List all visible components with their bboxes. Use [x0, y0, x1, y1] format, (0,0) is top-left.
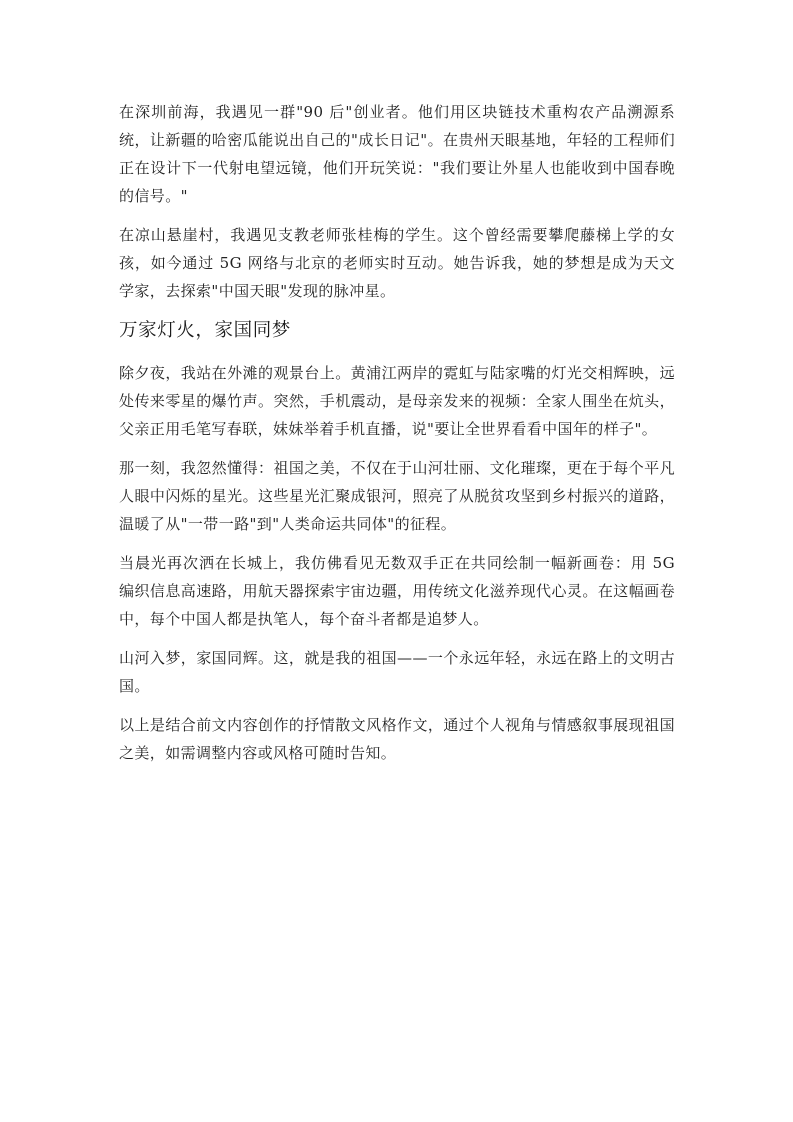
paragraph-new-year-eve: 除夕夜，我站在外滩的观景台上。黄浦江两岸的霓虹与陆家嘴的灯光交相辉映，远处传来零星的爆竹声。突然，手机震动，是母亲发来的视频：全家人围坐在炕头，父亲正用毛笔写春联，妹妹举着手机直播，说"要让全世界看看中国年的样子"。 — [119, 364, 675, 438]
paragraph-great-wall: 当晨光再次洒在长城上，我仿佛看见无数双手正在共同绘制一幅新画卷：用 5G 编织信息高速路，用航天器探索宇宙边疆，用传统文化滋养现代心灵。在这幅画卷中，每个中国人都是执笔人，每个奋斗者都是追梦人。 — [119, 554, 675, 628]
section-heading: 万家灯火，家国同梦 — [119, 320, 291, 341]
paragraph-realization: 那一刻，我忽然懂得：祖国之美，不仅在于山河壮丽、文化璀璨，更在于每个平凡人眼中闪烁的星光。这些星光汇聚成银河，照亮了从脱贫攻坚到乡村振兴的道路，温暖了从"一带一路"到"人类命运共同体"的征程。 — [119, 459, 675, 533]
paragraph-shenzhen-guizhou: 在深圳前海，我遇见一群"90 后"创业者。他们用区块链技术重构农产品溯源系统，让新疆的哈密瓜能说出自己的"成长日记"。在贵州天眼基地，年轻的工程师们正在设计下一代射电望远镜，他们开玩笑说："我们要让外星人也能收到中国春晚的信号。" — [119, 103, 675, 205]
paragraph-conclusion: 山河入梦，家国同辉。这，就是我的祖国——一个永远年轻，永远在路上的文明古国。 — [119, 649, 675, 695]
paragraph-note: 以上是结合前文内容创作的抒情散文风格作文，通过个人视角与情感叙事展现祖国之美，如需调整内容或风格可随时告知。 — [119, 716, 675, 762]
document-page — [119, 98, 675, 778]
paragraph-liangshan: 在凉山悬崖村，我遇见支教老师张桂梅的学生。这个曾经需要攀爬藤梯上学的女孩，如今通过 5G 网络与北京的老师实时互动。她告诉我，她的梦想是成为天文学家，去探索"中国天眼"发现的脉冲星。 — [119, 226, 675, 300]
